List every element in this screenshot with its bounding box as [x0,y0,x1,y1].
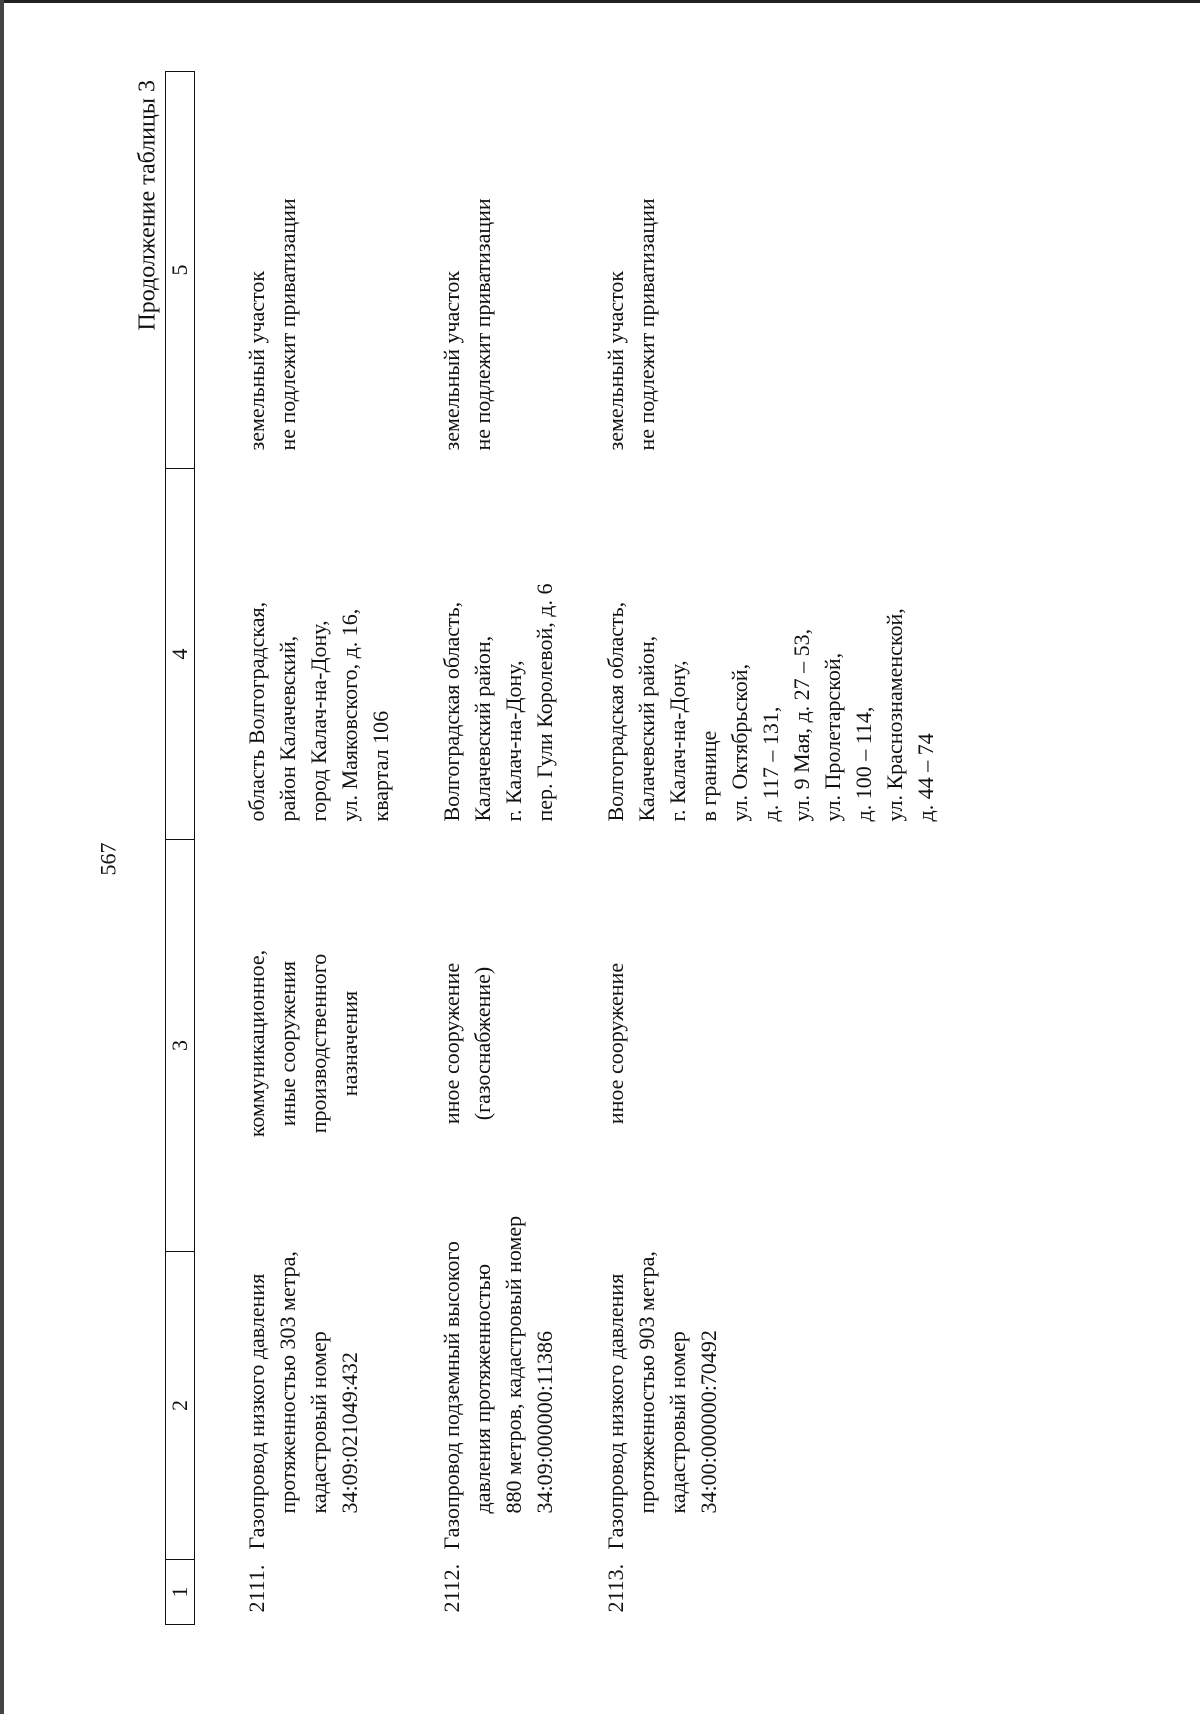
address-cell [396,469,560,840]
note-cell [396,72,560,469]
header-col-3: 3 [166,840,195,1252]
cell-line: в границе [696,730,721,822]
cell-line: Газопровод подземный высокого [439,1241,464,1550]
cell-line: иное сооружение [603,962,628,1125]
object-name-cell [195,1252,397,1560]
cell-line: Волгоградская область, [603,601,628,822]
row-number-cell: 2112. [439,1563,464,1613]
cell-line: иные сооружения [275,960,300,1127]
row-number-cell: 2113. [603,1563,628,1613]
header-col-1: 1 [166,1560,195,1625]
scan-edge-top [0,0,1200,3]
note-cell [560,72,941,469]
cell-line: квартал 106 [368,710,393,822]
property-table-rotated [165,77,1065,1625]
header-col-2: 2 [166,1252,195,1560]
cell-line: ул. Октябрьской, [727,663,752,822]
cell-line: коммуникационное, [244,949,269,1138]
cell-line: Газопровод низкого давления [244,1273,269,1550]
cell-line: Калачевский район, [634,635,659,822]
scan-edge-left [0,0,4,1714]
header-col-5: 5 [166,72,195,469]
address-cell [560,469,941,840]
property-table [165,71,941,1625]
cell-line: город Калач-на-Дону, [306,620,331,822]
cell-line: земельный участок [439,270,464,451]
cell-line: 34:09:021049:432 [337,1352,362,1514]
table-body [195,72,942,1625]
address-cell [195,469,397,840]
continuation-text: Продолжение таблицы 3 [135,80,161,331]
table-row [560,72,941,1625]
table-row [195,72,397,1625]
cell-line: ул. Пролетарской, [820,652,845,822]
cell-line: пер. Гули Королевой, д. 6 [532,583,557,822]
object-type-cell [195,840,397,1252]
cell-line: г. Калач-на-Дону, [501,660,526,822]
cell-line: 880 метров, кадастровый номер [501,1215,526,1514]
cell-line: д. 44 – 74 [913,733,938,822]
object-name-cell [560,1252,941,1560]
cell-line: земельный участок [244,270,269,451]
table-row [396,72,560,1625]
cell-line: область Волгоградская, [244,601,269,822]
cell-line: протяженностью 303 метра, [275,1251,300,1514]
page-number: 567 [95,842,121,876]
object-type-cell [560,840,941,1252]
cell-line: Газопровод низкого давления [603,1273,628,1550]
cell-line: г. Калач-на-Дону, [665,660,690,822]
cell-line: район Калачевский, [275,635,300,822]
cell-line: кадастровый номер [665,1331,690,1514]
cell-line: давления протяженностью [470,1263,495,1514]
cell-line: ул. Маяковского, д. 16, [337,608,362,822]
cell-line: д. 117 – 131, [758,706,783,822]
object-name-cell [396,1215,560,1560]
row-number-cell: 2111. [244,1564,269,1613]
cell-line: (газоснабжение) [470,966,495,1121]
object-type-cell [396,840,560,1252]
cell-line: 34:09:000000:11386 [532,1330,557,1514]
cell-line: назначения [337,990,362,1097]
cell-line: производственного [306,953,331,1134]
note-cell [195,72,397,469]
cell-line: 34:00:000000:70492 [696,1330,721,1514]
cell-line: кадастровый номер [306,1331,331,1514]
cell-line: ул. Краснознаменской, [882,608,907,822]
cell-line: не подлежит приватизации [470,198,495,451]
cell-line: Волгоградская область, [439,601,464,822]
cell-line: не подлежит приватизации [634,198,659,451]
cell-line: ул. 9 Мая, д. 27 – 53, [789,628,814,822]
cell-line: иное сооружение [439,962,464,1125]
cell-line: не подлежит приватизации [275,198,300,451]
header-col-4: 4 [166,469,195,840]
header-row [166,72,195,1625]
cell-line: протяженностью 903 метра, [634,1251,659,1514]
cell-line: Калачевский район, [470,635,495,822]
cell-line: земельный участок [603,270,628,451]
cell-line: д. 100 – 114, [851,706,876,822]
